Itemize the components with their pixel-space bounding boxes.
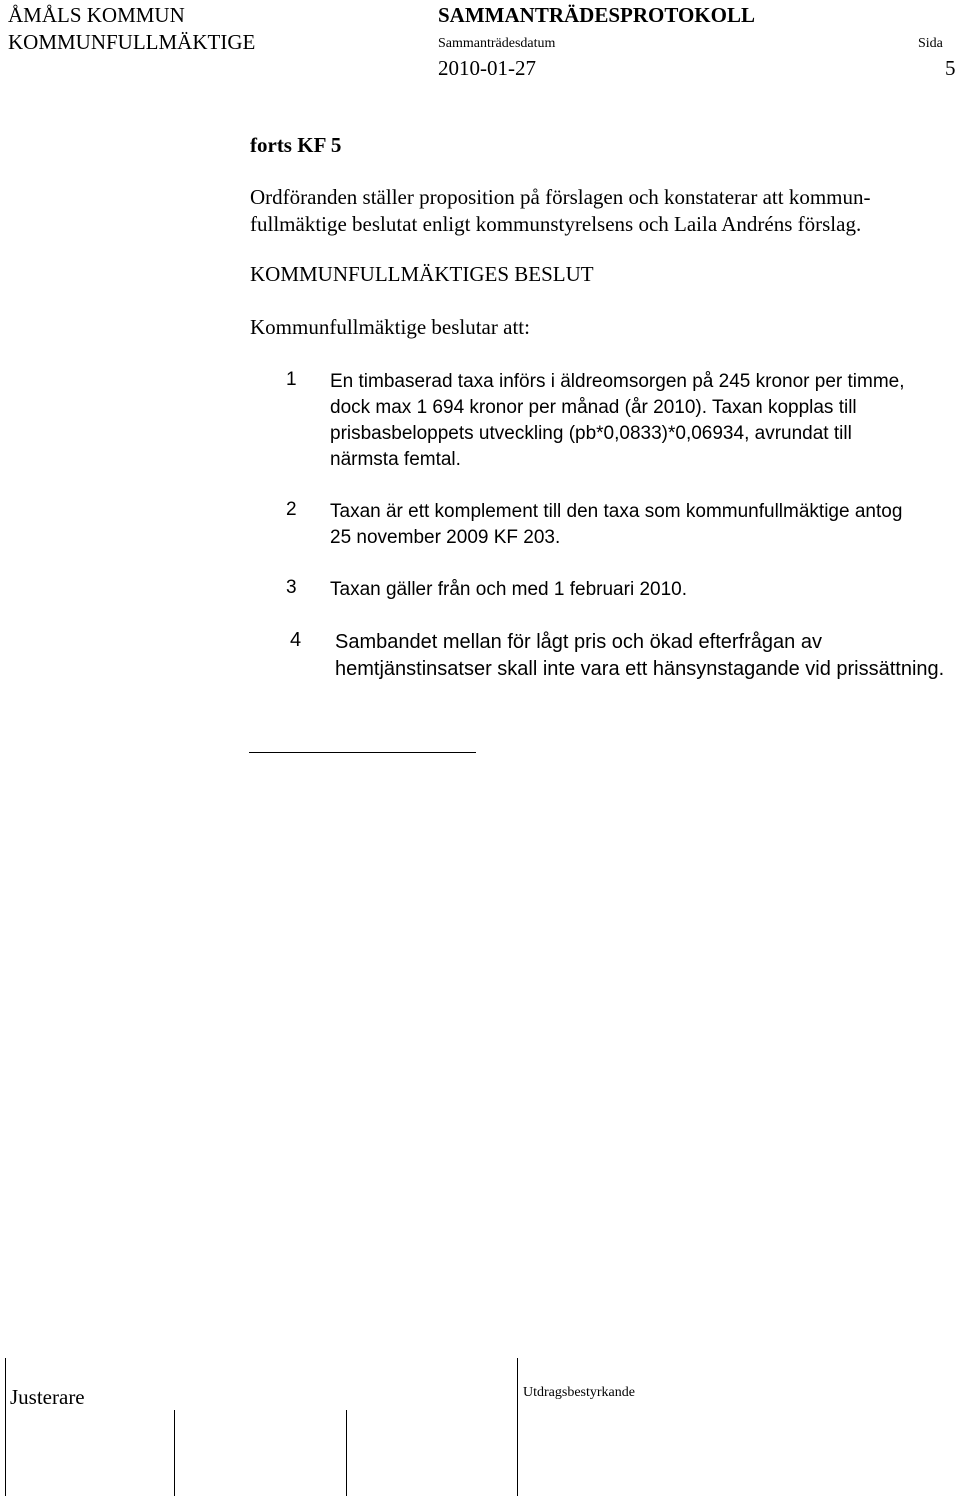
meeting-date-label: Sammanträdesdatum [438,36,556,51]
paragraph-line: fullmäktige beslutat enligt kommunstyrelsens och Laila Andréns förslag. [250,212,862,236]
page-number: 5 [945,56,956,80]
decision-item [330,499,902,551]
item-line: Taxan är ett komplement till den taxa som kommunfullmäktige antog [330,501,903,522]
document-type: SAMMANTRÄDESPROTOKOLL [438,3,755,27]
proposition-paragraph [250,184,870,238]
item-number: 2 [286,499,297,520]
decision-item [330,369,905,473]
decision-heading: KOMMUNFULLMÄKTIGES BESLUT [250,262,594,286]
signature-box-divider [174,1410,175,1496]
page-label: Sida [918,36,943,51]
item-line: Sambandet mellan för lågt pris och ökad efterfrågan av [335,631,822,653]
item-number: 3 [286,577,297,598]
item-line: närmsta femtal. [330,449,461,470]
decision-item [335,629,944,683]
signature-box-divider [5,1358,6,1496]
item-line: prisbasbeloppets utveckling (pb*0,0833)*0,06934, avrundat till [330,423,852,444]
meeting-date: 2010-01-27 [438,56,536,80]
signature-box-divider [346,1410,347,1496]
item-line: 25 november 2009 KF 203. [330,527,561,548]
municipality-name: ÅMÅLS KOMMUN [8,3,185,27]
justerare-label: Justerare [10,1385,85,1409]
item-line: dock max 1 694 kronor per månad (år 2010). Taxan kopplas till [330,397,857,418]
item-line: Taxan gäller från och med 1 februari 2010. [330,579,687,600]
decision-item [330,577,687,603]
paragraph-line: Ordföranden ställer proposition på förslagen och konstaterar att kommun- [250,185,871,209]
item-line: En timbaserad taxa införs i äldreomsorgen på 245 kronor per timme, [330,371,905,392]
item-line: hemtjänstinsatser skall inte vara ett hänsynstagande vid prissättning. [335,658,945,680]
decision-intro: Kommunfullmäktige beslutar att: [250,315,530,339]
assembly-name: KOMMUNFULLMÄKTIGE [8,30,256,54]
signature-box-divider [517,1358,518,1496]
utdrag-label: Utdragsbestyrkande [523,1385,635,1400]
item-number: 1 [286,369,297,390]
item-number: 4 [290,629,302,651]
section-title: forts KF 5 [250,133,342,157]
end-rule [249,752,476,753]
